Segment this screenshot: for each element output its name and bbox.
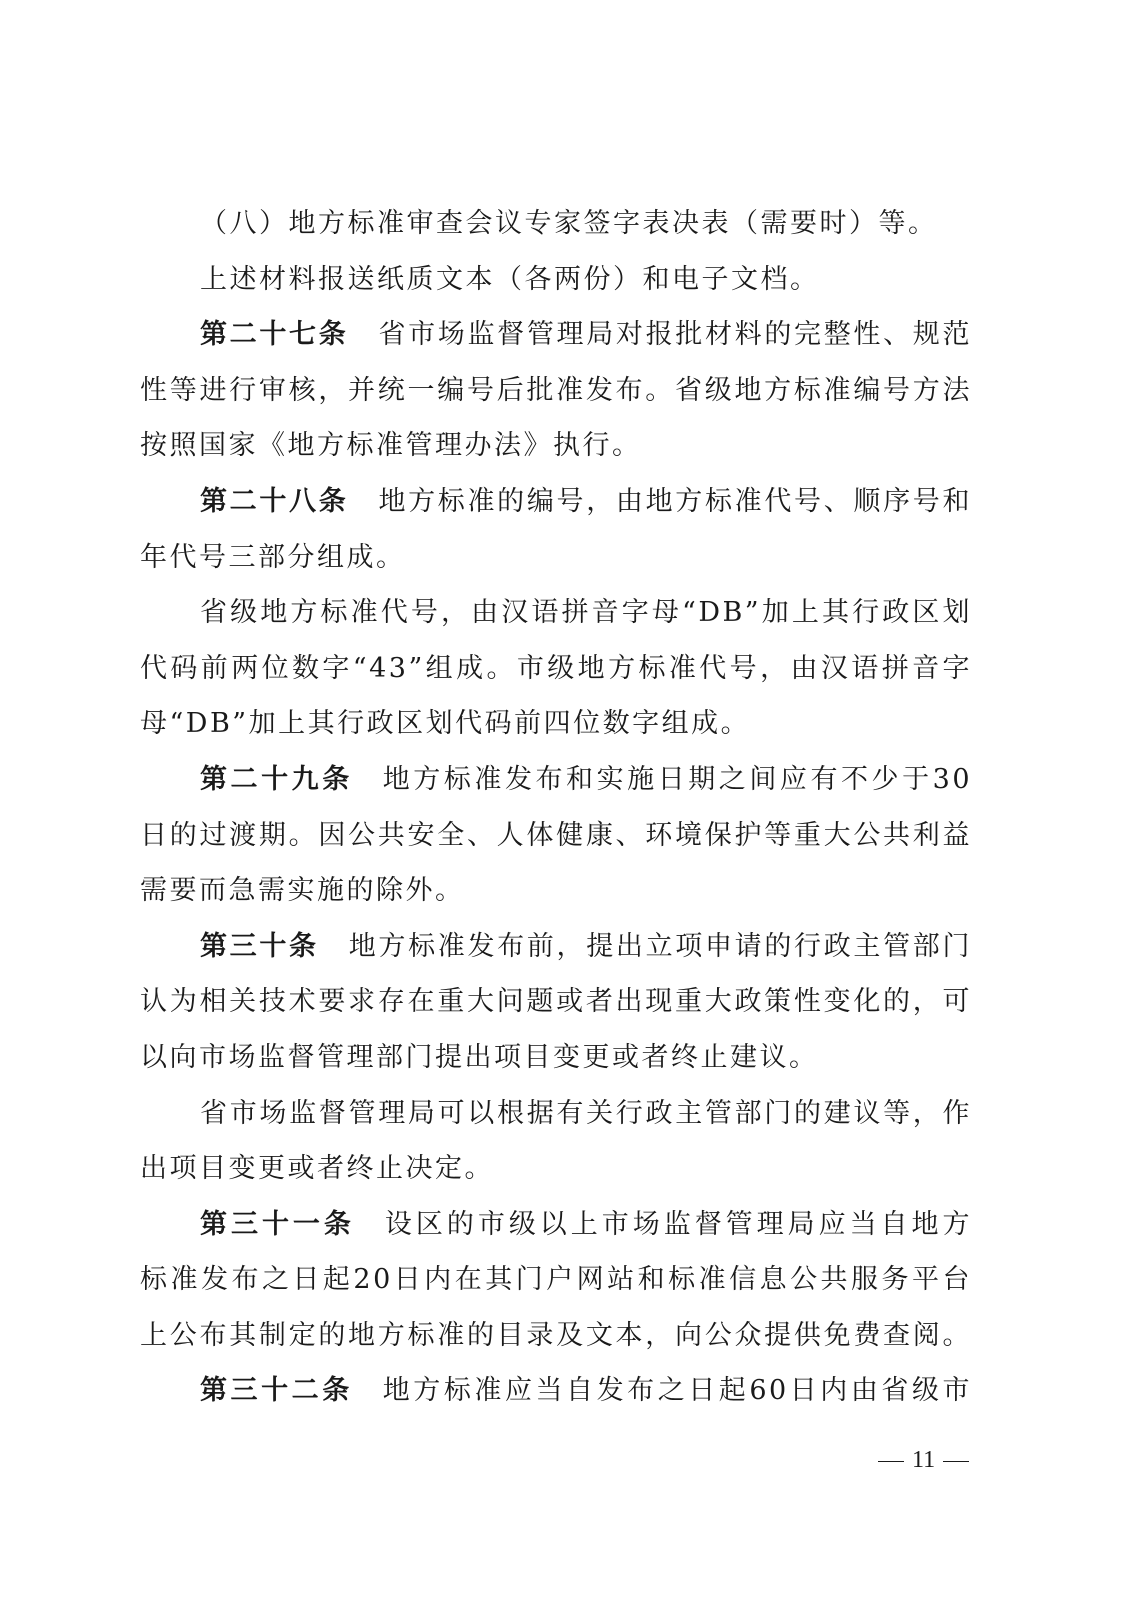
text-line [140, 363, 972, 419]
text-line [140, 641, 972, 697]
article-line [140, 1197, 972, 1253]
line-text: 标准发布之日起20日内在其门户网站和标准信息公共服务平台 [140, 1264, 972, 1296]
text-line [140, 418, 972, 474]
text-line [140, 1252, 972, 1308]
dash-right [943, 1461, 969, 1463]
line-text: 省市场监督管理局可以根据有关行政主管部门的建议等，作 [200, 1097, 972, 1129]
line-text: 地方标准的编号，由地方标准代号、顺序号和 [378, 485, 972, 517]
text-line [140, 974, 972, 1030]
text-line [140, 252, 972, 308]
line-text: 省级地方标准代号，由汉语拼音字母“DB”加上其行政区划 [200, 597, 972, 629]
line-text: 地方标准发布前，提出立项申请的行政主管部门 [348, 930, 972, 962]
article-line [140, 752, 972, 808]
article-heading: 第三十条 [200, 930, 319, 962]
text-line [140, 863, 972, 919]
line-text: 地方标准应当自发布之日起60日内由省级市 [382, 1375, 972, 1407]
line-text: （八）地方标准审查会议专家签字表决表（需要时）等。 [200, 208, 938, 239]
line-text: 出项目变更或者终止决定。 [140, 1153, 494, 1185]
line-text: 日的过渡期。因公共安全、人体健康、环境保护等重大公共利益 [140, 819, 972, 851]
article-line [140, 919, 972, 975]
text-line [140, 1030, 972, 1086]
line-text: 上述材料报送纸质文本（各两份）和电子文档。 [200, 263, 820, 295]
line-text: 省市场监督管理局对报批材料的完整性、规范 [378, 319, 972, 351]
dash-left [878, 1461, 904, 1463]
line-text: 认为相关技术要求存在重大问题或者出现重大政策性变化的，可 [140, 986, 972, 1018]
text-line [140, 1308, 972, 1364]
line-text: 设区的市级以上市场监督管理局应当自地方 [384, 1208, 973, 1240]
line-text: 母“DB”加上其行政区划代码前四位数字组成。 [140, 708, 751, 740]
line-text: 代码前两位数字“43”组成。市级地方标准代号，由汉语拼音字 [140, 652, 972, 684]
page-number [870, 1440, 980, 1480]
line-text: 需要而急需实施的除外。 [140, 875, 465, 907]
text-line [140, 808, 972, 864]
article-heading: 第三十二条 [200, 1375, 353, 1407]
text-line [140, 196, 972, 252]
line-text: 以向市场监督管理部门提出项目变更或者终止建议。 [140, 1041, 819, 1073]
line-text: 性等进行审核，并统一编号后批准发布。省级地方标准编号方法 [140, 374, 972, 406]
line-text: 上公布其制定的地方标准的目录及文本，向公众提供免费查阅。 [140, 1319, 972, 1351]
page-number-value: 11 [912, 1447, 936, 1473]
article-heading: 第二十八条 [200, 485, 349, 517]
line-text: 年代号三部分组成。 [140, 541, 406, 573]
text-line [140, 696, 972, 752]
text-line [140, 585, 972, 641]
article-line [140, 307, 972, 363]
text-line [140, 1086, 972, 1142]
article-heading: 第二十七条 [200, 319, 349, 351]
article-heading: 第二十九条 [200, 763, 353, 795]
article-line [140, 474, 972, 530]
text-line [140, 1141, 972, 1197]
article-heading: 第三十一条 [200, 1208, 355, 1240]
line-text: 地方标准发布和实施日期之间应有不少于30 [382, 763, 972, 795]
article-line [140, 1363, 972, 1419]
body-text [140, 196, 972, 1419]
text-line [140, 530, 972, 586]
line-text: 按照国家《地方标准管理办法》执行。 [140, 430, 642, 462]
